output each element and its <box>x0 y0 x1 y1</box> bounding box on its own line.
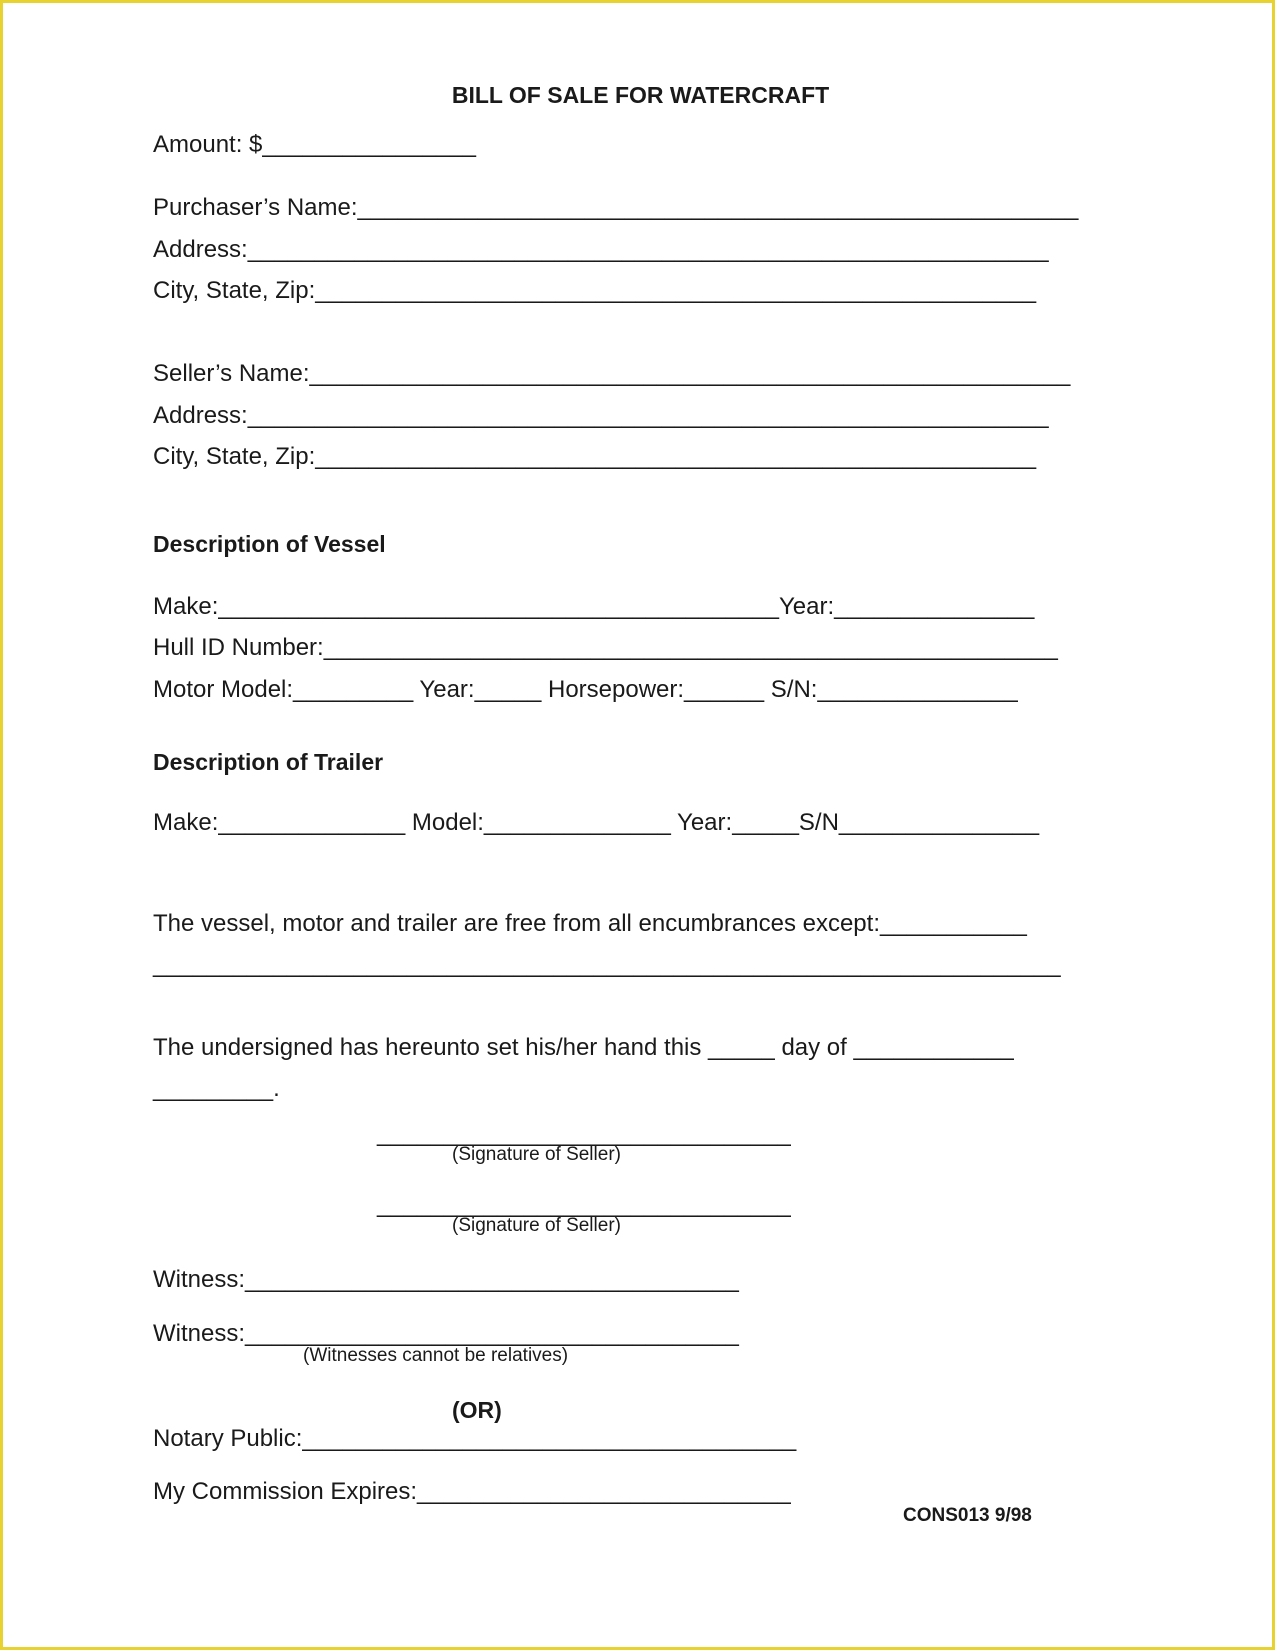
vessel-heading: Description of Vessel <box>153 531 386 557</box>
witness-note: (Witnesses cannot be relatives) <box>303 1345 569 1366</box>
seller-signature-caption-2: (Signature of Seller) <box>452 1215 621 1236</box>
vessel-make-year-field: Make:__________________________________________Year:_______________ <box>153 593 1035 620</box>
commission-expires-field: My Commission Expires:____________________________ <box>153 1478 791 1505</box>
seller-name-field: Seller’s Name:_________________________________________________________ <box>153 360 1071 387</box>
witness-line-1: Witness:_____________________________________ <box>153 1266 739 1293</box>
trailer-details-field: Make:______________ Model:______________ Year:_____S/N_______________ <box>153 809 1040 836</box>
purchaser-name-field: Purchaser’s Name:______________________________________________________ <box>153 194 1079 221</box>
trailer-heading: Description of Trailer <box>153 749 384 775</box>
seller-signature-line-1: _______________________________ <box>377 1120 791 1147</box>
vessel-motor-field: Motor Model:_________ Year:_____ Horsepower:______ S/N:_______________ <box>153 676 1018 703</box>
notary-public-field: Notary Public:_____________________________________ <box>153 1425 797 1452</box>
seller-address-field: Address:____________________________________________________________ <box>153 402 1049 429</box>
seller-signature-caption-1: (Signature of Seller) <box>452 1144 621 1165</box>
witness-line-2: Witness:_____________________________________ <box>153 1320 739 1347</box>
or-label: (OR) <box>452 1397 502 1423</box>
encumbrances-line-2: ____________________________________________________________________ <box>153 951 1061 978</box>
amount-field: Amount: $________________ <box>153 131 476 158</box>
encumbrances-line-1: The vessel, motor and trailer are free from all encumbrances except:___________ <box>153 910 1027 937</box>
undersigned-line-2: _________. <box>153 1075 280 1102</box>
vessel-hull-id-field: Hull ID Number:_______________________________________________________ <box>153 634 1058 661</box>
seller-city-state-zip-field: City, State, Zip:______________________________________________________ <box>153 443 1037 470</box>
seller-signature-line-2: _______________________________ <box>377 1191 791 1218</box>
form-code: CONS013 9/98 <box>903 1505 1032 1526</box>
undersigned-line-1: The undersigned has hereunto set his/her hand this _____ day of ____________ <box>153 1034 1014 1061</box>
purchaser-city-state-zip-field: City, State, Zip:______________________________________________________ <box>153 277 1037 304</box>
purchaser-address-field: Address:____________________________________________________________ <box>153 236 1049 263</box>
form-title: BILL OF SALE FOR WATERCRAFT <box>451 82 830 108</box>
